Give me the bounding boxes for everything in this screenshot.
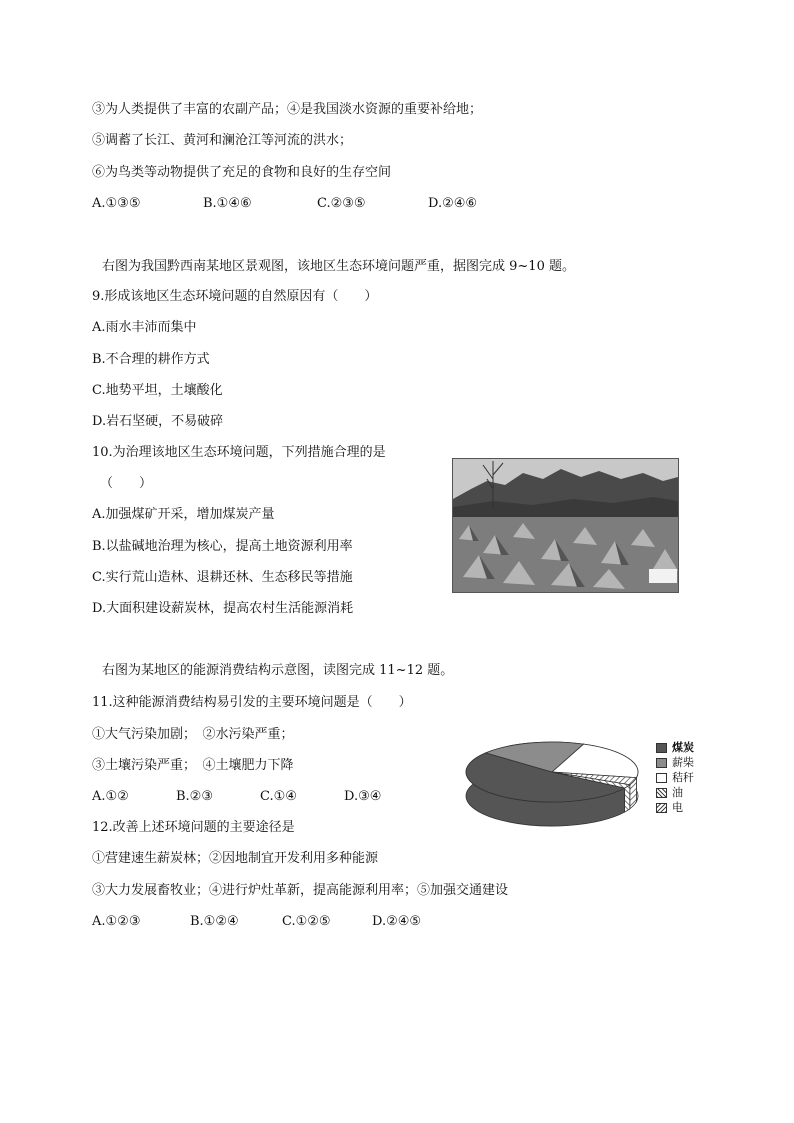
q8-options [92, 195, 477, 213]
legend-swatch [656, 758, 667, 768]
q11-options [92, 788, 381, 806]
legend-item [656, 770, 694, 785]
option-a[interactable]: A.①② [92, 789, 129, 804]
question-11: 11.这种能源消费结构易引发的主要环境问题是（ ） [92, 695, 412, 710]
legend-label: 油 [672, 786, 683, 799]
text-line: ⑤调蓄了长江、黄河和澜沧江等河流的洪水； [92, 133, 353, 148]
option-c[interactable]: C.②③⑤ [317, 196, 366, 211]
group-intro-9-10: 右图为我国黔西南某地区景观图，该地区生态环境问题严重，据图完成 9~10 题。 [102, 259, 575, 274]
option-b[interactable]: B.不合理的耕作方式 [92, 352, 210, 367]
option-a[interactable]: A.雨水丰沛而集中 [92, 320, 197, 335]
legend-label: 薪柴 [672, 756, 694, 769]
q12-options [92, 913, 421, 931]
option-c[interactable]: C.①④ [260, 789, 297, 804]
question-10: 10.为治理该地区生态环境问题，下列措施合理的是 [92, 445, 386, 460]
question-12: 12.改善上述环境问题的主要途径是 [92, 820, 295, 835]
legend-item [656, 755, 694, 770]
legend-label: 秸秆 [672, 771, 694, 784]
legend-swatch [656, 803, 667, 813]
legend-item [656, 800, 694, 815]
option-a[interactable]: A.①③⑤ [92, 196, 141, 211]
option-d[interactable]: D.大面积建设薪炭林，提高农村生活能源消耗 [92, 601, 354, 616]
legend-item [656, 785, 694, 800]
legend-swatch [656, 773, 667, 783]
option-c[interactable]: C.实行荒山造林、退耕还林、生态移民等措施 [92, 570, 353, 585]
option-d[interactable]: D.③④ [344, 789, 382, 804]
option-a[interactable]: A.①②③ [92, 914, 141, 929]
option-c[interactable]: C.①②⑤ [282, 914, 331, 929]
text-line: ①营建速生薪炭林；②因地制宜开发利用多种能源 [92, 851, 379, 866]
text-line: ③为人类提供了丰富的农副产品；④是我国淡水资源的重要补给地； [92, 102, 483, 117]
legend-swatch [656, 788, 667, 798]
option-a[interactable]: A.加强煤矿开采，增加煤炭产量 [92, 507, 275, 522]
text-line: ③大力发展畜牧业；④进行炉灶革新，提高能源利用率；⑤加强交通建设 [92, 883, 509, 898]
option-d[interactable]: D.②④⑤ [372, 914, 422, 929]
option-d[interactable]: D.②④⑥ [428, 196, 478, 211]
option-d[interactable]: D.岩石坚硬，不易破碎 [92, 414, 224, 429]
option-b[interactable]: B.②③ [176, 789, 213, 804]
question-9: 9.形成该地区生态环境问题的自然原因有（ ） [92, 289, 378, 304]
option-b[interactable]: B.以盐碱地治理为核心，提高土地资源利用率 [92, 539, 353, 554]
pie-slice-side [625, 785, 630, 812]
text-line: ⑥为鸟类等动物提供了充足的食物和良好的生存空间 [92, 165, 392, 180]
karst-landscape-photo [452, 458, 679, 593]
text-line: ①大气污染加剧； ②水污染严重； [92, 727, 294, 742]
option-b[interactable]: B.①④⑥ [203, 196, 252, 211]
energy-pie-chart [460, 738, 640, 828]
chart-legend [656, 740, 694, 815]
option-c[interactable]: C.地势平坦，土壤酸化 [92, 383, 223, 398]
legend-swatch [656, 743, 667, 753]
legend-item [656, 740, 694, 755]
legend-label: 电 [672, 801, 683, 814]
option-b[interactable]: B.①②④ [190, 914, 239, 929]
group-intro-11-12: 右图为某地区的能源消费结构示意图，读图完成 11~12 题。 [102, 663, 454, 678]
text-line: ③土壤污染严重； ④土壤肥力下降 [92, 758, 294, 773]
legend-label: 煤炭 [672, 741, 694, 754]
answer-blank: （ ） [100, 476, 153, 491]
